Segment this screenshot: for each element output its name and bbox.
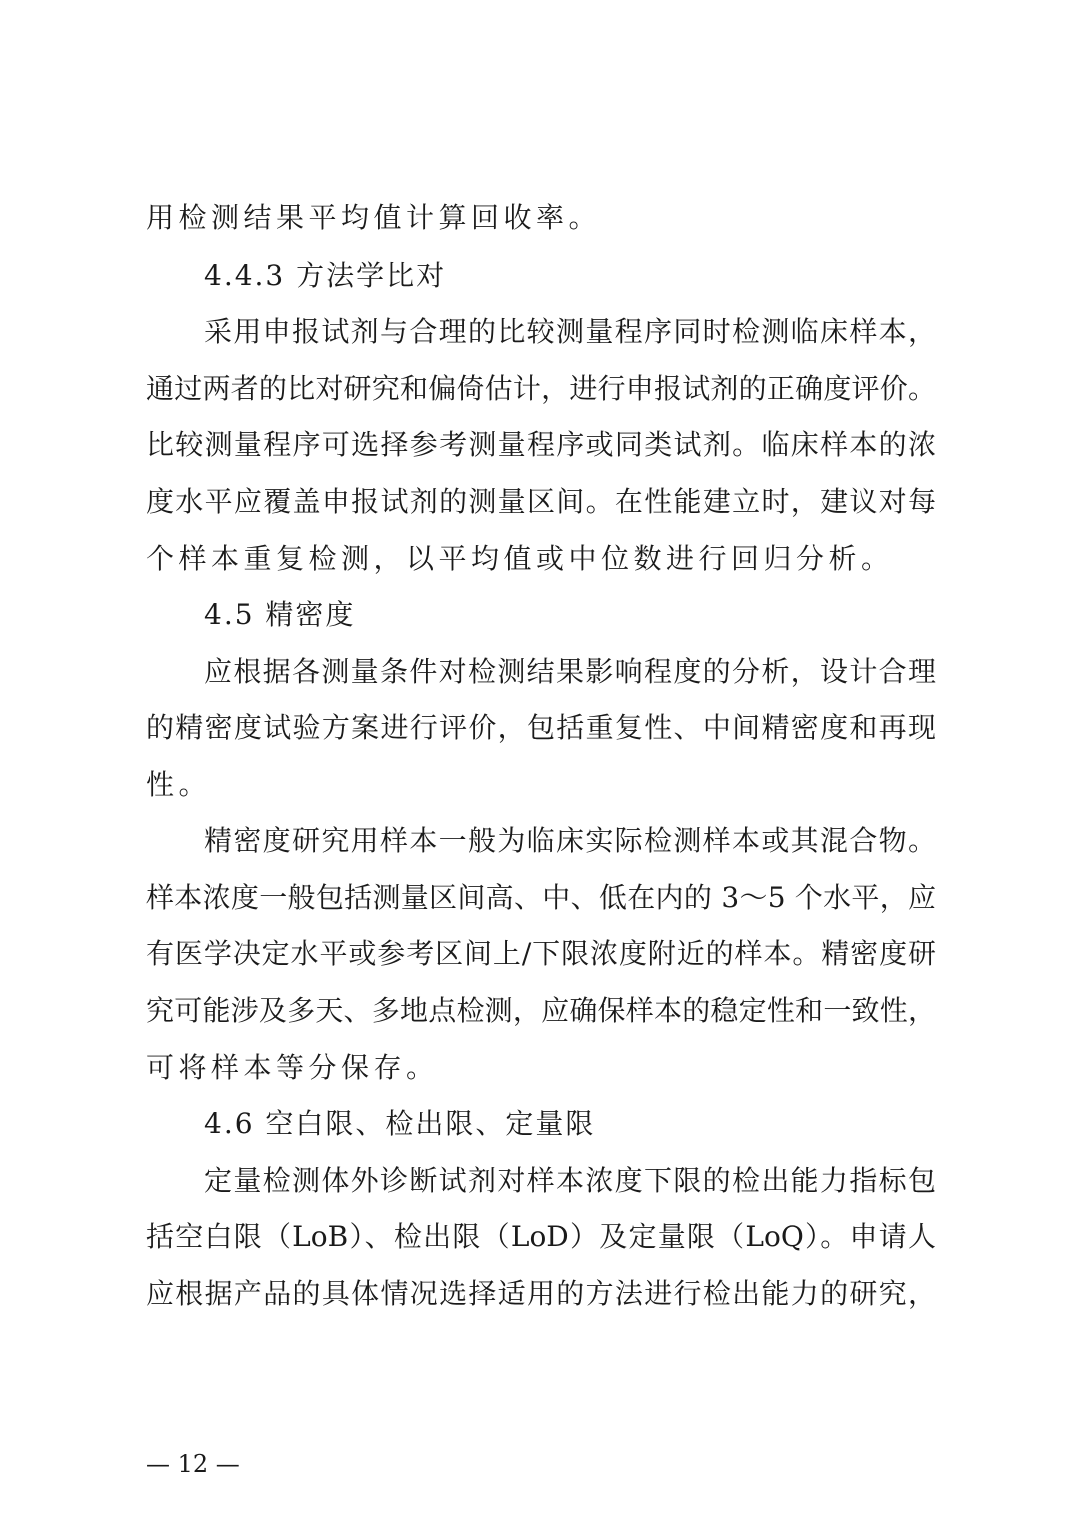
text-line: 比较测量程序可选择参考测量程序或同类试剂。临床样本的浓 xyxy=(146,428,936,461)
section-heading: 4.4.3 方法学比对 xyxy=(204,259,447,292)
page-number: — 12 — xyxy=(146,1450,240,1478)
text-line: 可将样本等分保存。 xyxy=(146,1051,439,1084)
text-line: 样本浓度一般包括测量区间高、中、低在内的 3～5 个水平，应 xyxy=(146,881,936,914)
text-line: 有医学决定水平或参考区间上/下限浓度附近的样本。精密度研 xyxy=(146,937,936,970)
text-line: 度水平应覆盖申报试剂的测量区间。在性能建立时，建议对每 xyxy=(146,485,936,518)
text-line: 性。 xyxy=(146,768,212,801)
section-heading: 4.5 精密度 xyxy=(204,598,356,631)
section-heading: 4.6 空白限、检出限、定量限 xyxy=(204,1107,596,1140)
text-line: 精密度研究用样本一般为临床实际检测样本或其混合物。 xyxy=(204,824,936,857)
text-line: 采用申报试剂与合理的比较测量程序同时检测临床样本， xyxy=(204,315,936,348)
text-line: 的精密度试验方案进行评价，包括重复性、中间精密度和再现 xyxy=(146,711,936,744)
text-line: 应根据产品的具体情况选择适用的方法进行检出能力的研究， xyxy=(146,1277,936,1310)
text-line: 括空白限（LoB）、检出限（LoD）及定量限（LoQ）。申请人 xyxy=(146,1220,936,1253)
text-line: 通过两者的比对研究和偏倚估计，进行申报试剂的正确度评价。 xyxy=(146,372,936,405)
text-line: 究可能涉及多天、多地点检测，应确保样本的稳定性和一致性， xyxy=(146,994,936,1027)
text-line: 定量检测体外诊断试剂对样本浓度下限的检出能力指标包 xyxy=(204,1164,936,1197)
text-line: 个样本重复检测，以平均值或中位数进行回归分析。 xyxy=(146,542,894,575)
text-line: 应根据各测量条件对检测结果影响程度的分析，设计合理 xyxy=(204,655,936,688)
text-line: 用检测结果平均值计算回收率。 xyxy=(146,201,602,234)
